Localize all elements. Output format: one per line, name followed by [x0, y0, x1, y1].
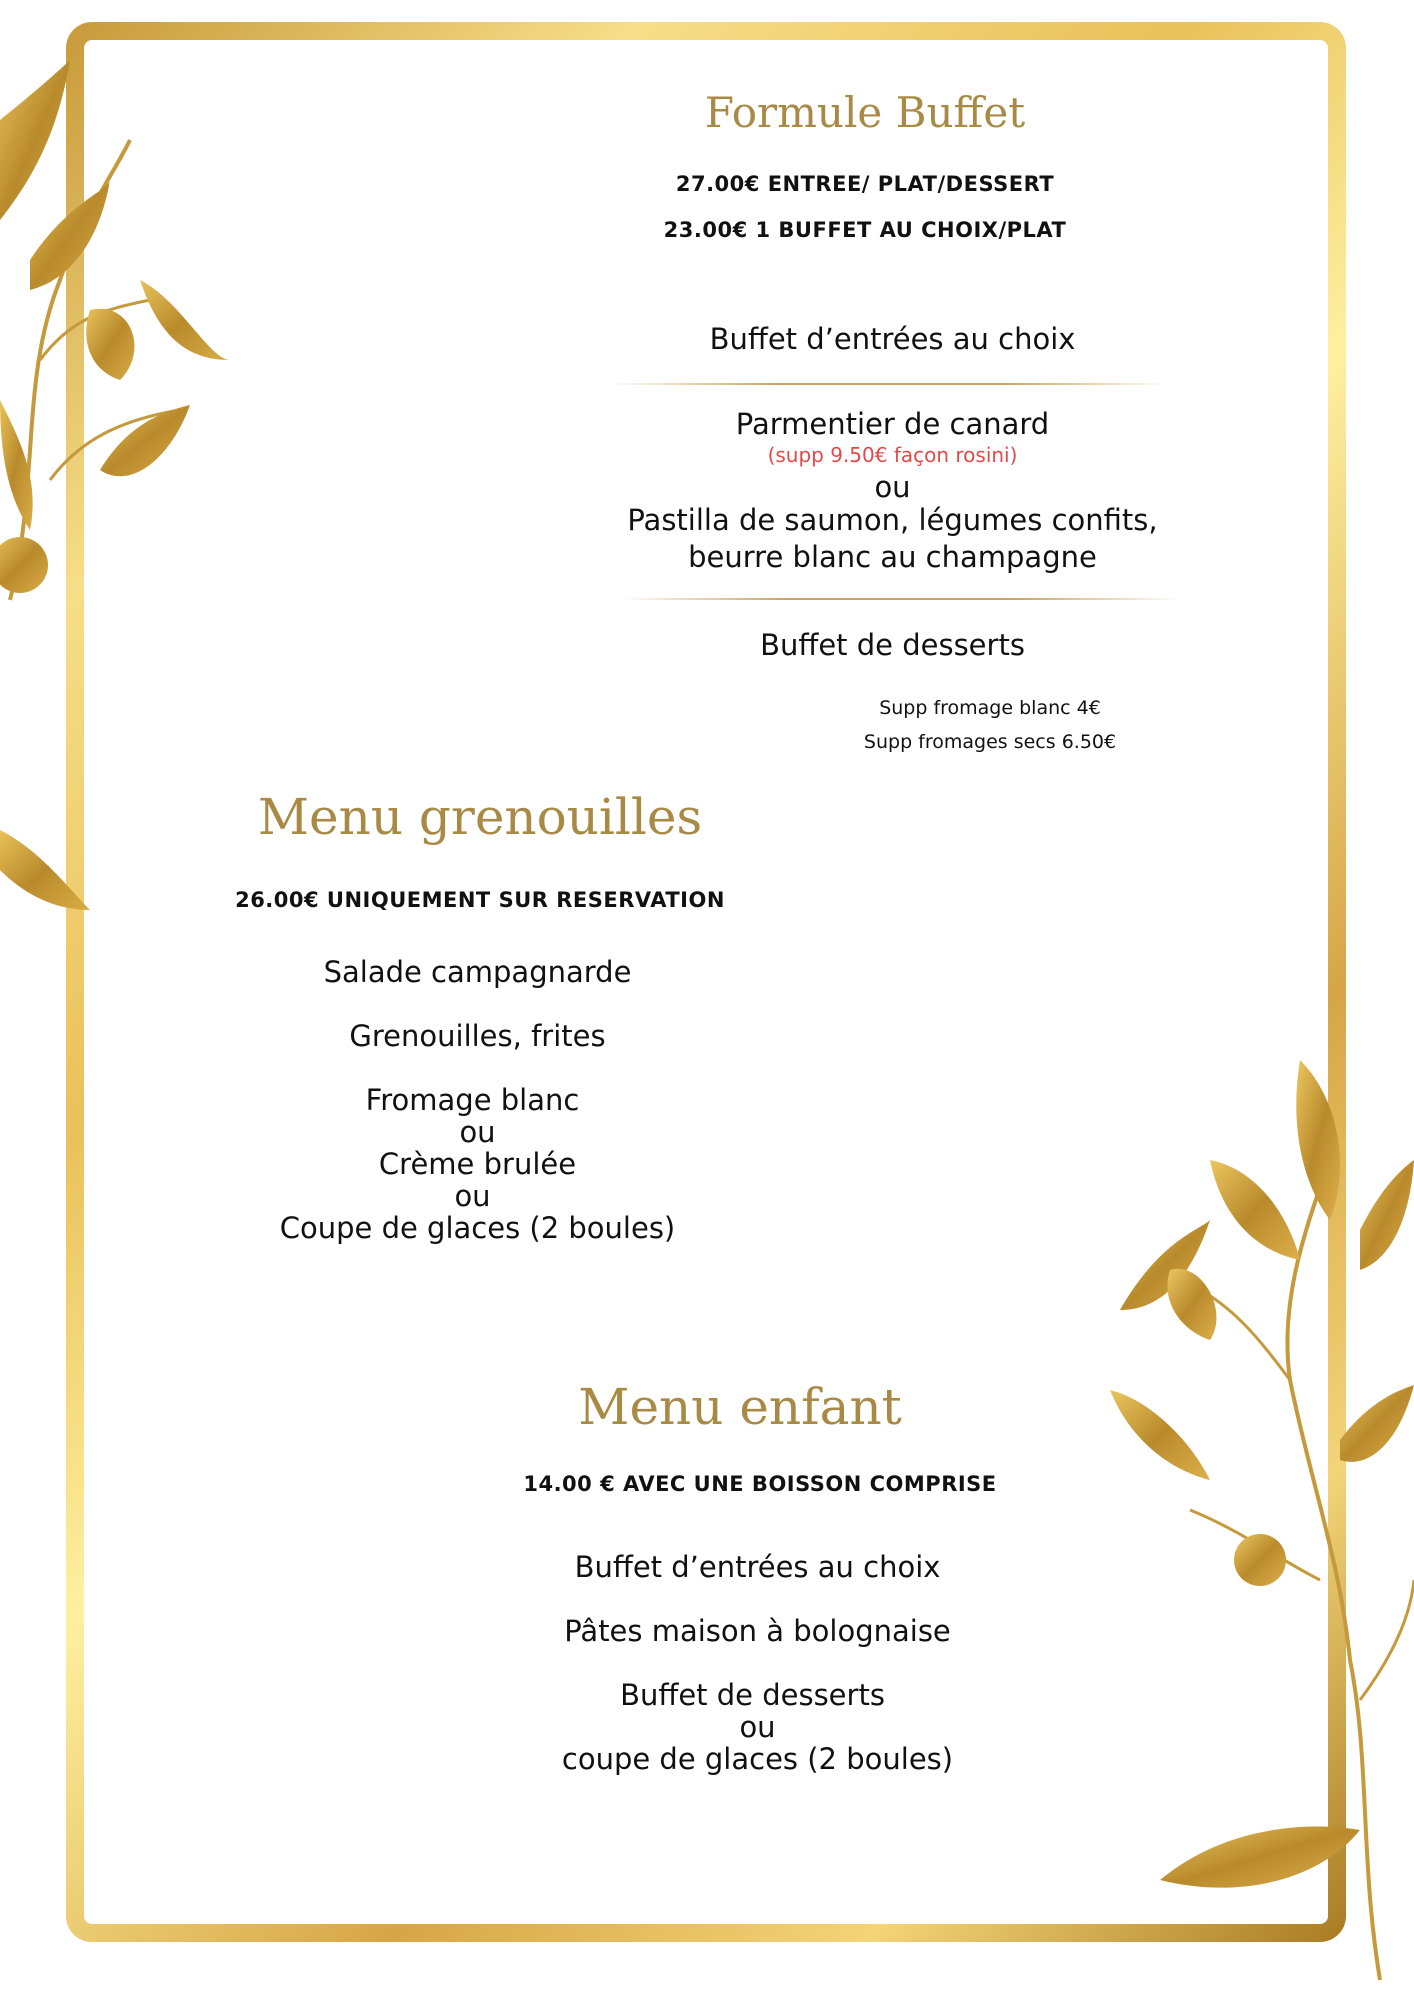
buffet-title: Formule Buffet — [704, 88, 1026, 137]
grenouilles-starter: Salade campagnarde — [323, 955, 632, 989]
buffet-price-2: 23.00€ 1 BUFFET AU CHOIX/PLAT — [663, 218, 1067, 242]
grenouilles-dessert-1: Fromage blanc — [365, 1083, 580, 1117]
grenouilles-price: 26.00€ UNIQUEMENT SUR RESERVATION — [235, 888, 725, 912]
buffet-supplement-1: Supp fromage blanc 4€ — [879, 697, 1101, 719]
enfant-main: Pâtes maison à bolognaise — [564, 1614, 951, 1648]
buffet-main-1: Parmentier de canard — [735, 407, 1050, 441]
enfant-price: 14.00 € AVEC UNE BOISSON COMPRISE — [523, 1472, 997, 1496]
enfant-dessert-1: Buffet de desserts — [620, 1678, 885, 1712]
enfant-title: Menu enfant — [578, 1378, 902, 1436]
buffet-starter: Buffet d’entrées au choix — [709, 322, 1076, 356]
enfant-or-1: ou — [739, 1710, 776, 1744]
grenouilles-dessert-3: Coupe de glaces (2 boules) — [279, 1211, 676, 1245]
buffet-price-1: 27.00€ ENTREE/ PLAT/DESSERT — [675, 172, 1055, 196]
buffet-supplement-2: Supp fromages secs 6.50€ — [863, 731, 1117, 753]
buffet-or-1: ou — [874, 470, 911, 504]
enfant-dessert-2: coupe de glaces (2 boules) — [561, 1742, 954, 1776]
buffet-dessert: Buffet de desserts — [760, 628, 1025, 662]
grenouilles-dessert-2: Crème brulée — [378, 1147, 577, 1181]
buffet-divider-1 — [610, 383, 1170, 385]
grenouilles-title: Menu grenouilles — [257, 788, 703, 846]
buffet-main-1-supplement: (supp 9.50€ façon rosini) — [767, 443, 1018, 467]
buffet-main-2-line-1: Pastilla de saumon, légumes confits, — [627, 503, 1158, 537]
buffet-main-2-line-2: beurre blanc au champagne — [688, 540, 1097, 574]
enfant-starter: Buffet d’entrées au choix — [574, 1550, 941, 1584]
grenouilles-main: Grenouilles, frites — [349, 1019, 606, 1053]
grenouilles-or-1: ou — [459, 1115, 496, 1149]
buffet-divider-2 — [620, 598, 1180, 600]
grenouilles-or-2: ou — [454, 1179, 491, 1213]
